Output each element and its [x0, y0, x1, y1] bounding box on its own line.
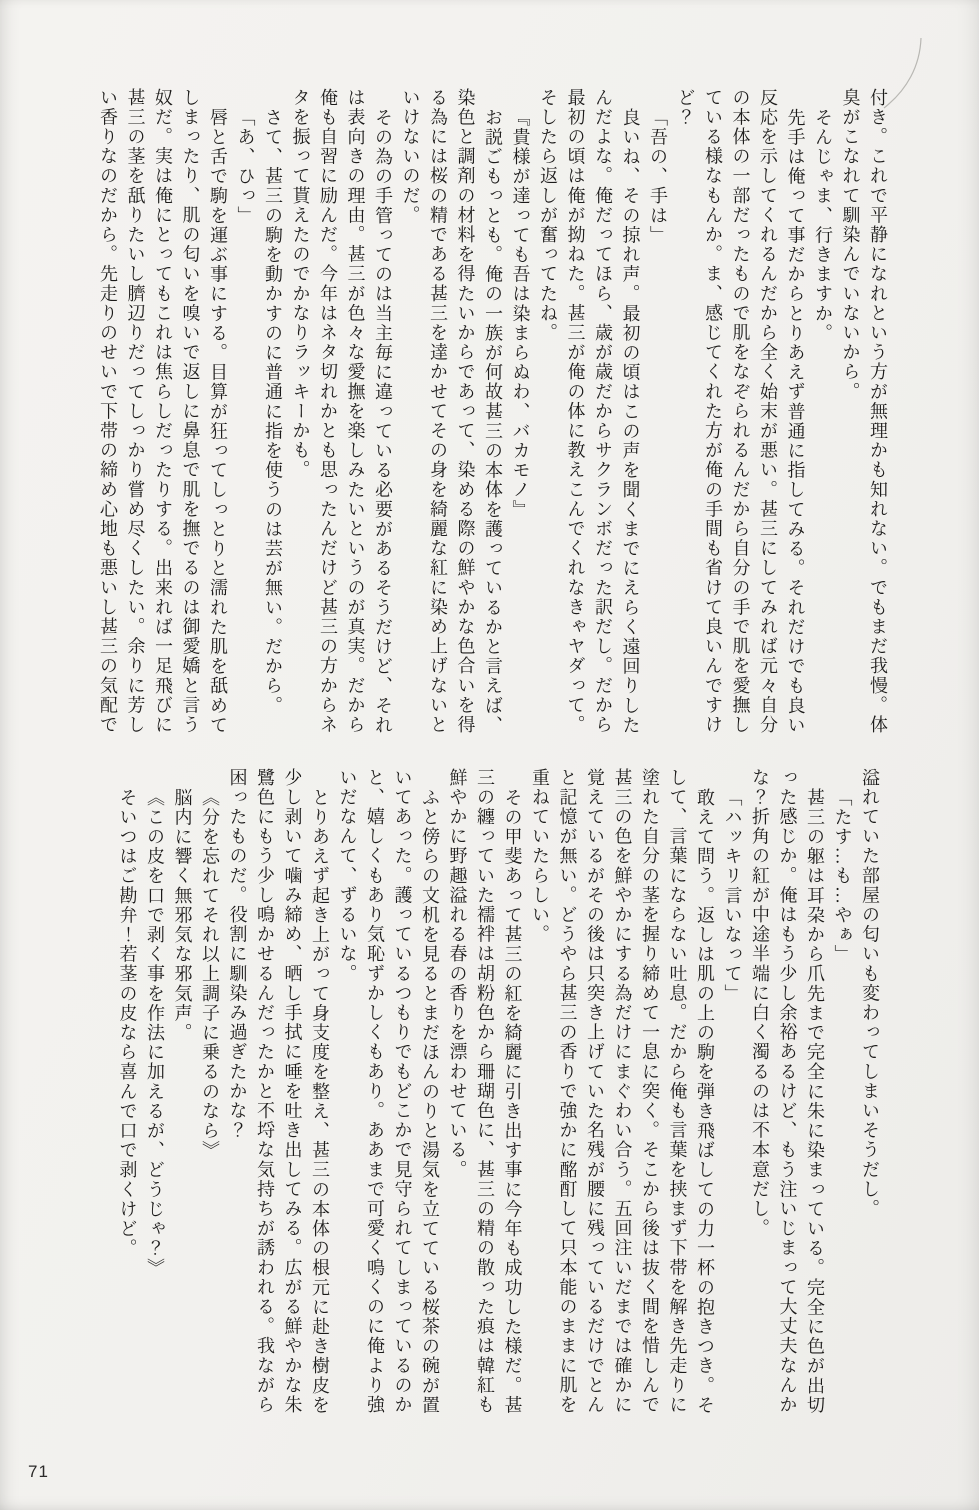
text-column: る為には桜の精である甚三を達かせてその身を綺麗な紅に染め上げないと: [428, 88, 448, 735]
text-column: とりあえず起き上がって身支度を整え、甚三の本体の根元に赴き樹皮を: [310, 787, 330, 1415]
text-column: 俺も自習に励んだ。今年はネタ切れかとも思ったんだけど甚三の方からネ: [318, 88, 338, 735]
text-column: さて、甚三の駒を動かすのに普通に指を使うのは芸が無い。だから。: [263, 107, 283, 716]
text-column: い香りなのだから。先走りのせいで下帯の締め心地も悪いし甚三の気配で: [98, 88, 118, 735]
text-column: んだよな。俺だってほら、歳が歳だからサクランボだった訳だし。だから: [593, 88, 613, 735]
text-column: 良いね、その掠れ声。最初の頃はこの声を聞くまでにえらく遠回りした: [620, 107, 641, 735]
text-column: いてあった。護っているつもりでもどこかで見守られてしまっているのか: [392, 768, 413, 1415]
text-column: 困ったものだ。役割に馴染み過ぎたかな？: [227, 768, 248, 1141]
text-column: と記憶が無い。どうやら甚三の香りで強かに酩酊して只本能のままに肌を: [557, 768, 578, 1415]
page-number: 71: [28, 1462, 49, 1481]
text-column: ふと傍らの文机を見るとまだほんのりと湯気を立てている桜茶の碗が置: [420, 787, 440, 1415]
text-column: った感じか。俺はもう少し余裕あるけど、もう注いじまって大丈夫なんか: [777, 768, 798, 1415]
text-column: 臭がこなれて馴染んでいないから。: [840, 88, 861, 402]
text-column: と、嬉しくもあり気恥ずかしくもあり。ああまで可愛く鳴くのに俺より強: [365, 768, 385, 1415]
text-column: 唇と舌で駒を運ぶ事にする。目算が狂ってしっとりと濡れた肌を舐めて: [208, 107, 228, 735]
text-column: 鷺色にもう少し鳴かせるんだったかと不埒な気持ちが誘われる。我ながら: [255, 768, 275, 1415]
text-column: いけないのだ。: [400, 88, 421, 226]
text-column: 染色と調剤の材料を得たいからであって、染める際の鮮やかな色合いを得: [455, 88, 476, 735]
text-column: 甚三の色を鮮やかにする為だけにまぐわい合う。五回注いだまでは確かに: [612, 768, 633, 1415]
text-column: な？折角の紅が中途半端に白く濁るのは不本意だし。: [750, 768, 770, 1239]
text-column: 付き。これで平静になれという方が無理かも知れない。でもまだ我慢。体: [868, 88, 888, 735]
text-column: しまったり、肌の匂いを嗅いで返しに鼻息で肌を撫でるのは御愛嬌と言う: [180, 88, 201, 735]
text-column: お説ごもっとも。俺の一族が何故甚三の本体を護っているかと言えば、: [483, 107, 503, 735]
text-column: いだなんて、ずるいな。: [337, 768, 358, 984]
text-column: 溢れていた部屋の匂いも変わってしまいそうだし。: [860, 768, 880, 1219]
text-column: 「吾の、手は」: [648, 107, 668, 245]
text-column: 少し剥いて噛み締め、晒し手拭に唾を吐き出してみる。広がる鮮やかな朱: [282, 768, 303, 1415]
text-column: 鮮やかに野趣溢れる春の香りを漂わせている。: [447, 768, 468, 1180]
text-column: 塗れた自分の茎を握り締めて一息に突く。そこから後は抜く間を惜しんで: [640, 768, 660, 1415]
text-column: 奴だ。実は俺にとってもこれは焦らしだったりする。出来れば一足飛びに: [153, 88, 173, 735]
text-column: は表向きの理由。甚三が色々な愛撫を楽しみたいというのが真実。だから: [345, 88, 366, 735]
text-column: 「たす…も…やぁ」: [832, 787, 853, 964]
text-column: ど？: [675, 88, 696, 128]
text-column: そんじゃま、行きますか。: [813, 107, 833, 343]
text-column: 《この皮を口で剥く事を作法に加えるが、どうじゃ？》: [145, 787, 165, 1278]
text-column: その甲斐あって甚三の紅を綺麗に引き出す事に今年も成功した様だ。甚: [502, 787, 523, 1415]
text-column: そしたら返しが奮ってたね。: [538, 88, 558, 343]
text-column: 「あ、ひっ」: [235, 107, 256, 226]
text-column: 覚えているがその後は只突き上げていた名残が腰に残っているだけでとん: [585, 768, 605, 1415]
text-column: そいつはご勘弁！若茎の皮なら喜んで口で剥くけど。: [117, 787, 138, 1258]
text-column: ている様なもんか。ま、感じてくれた方が俺の手間も省けて良いんですけ: [703, 88, 723, 735]
text-block-bottom: [113, 768, 883, 1428]
text-column: 最初の頃は俺が拗ねた。甚三が俺の体に教えこんでくれなきゃヤダって。: [565, 88, 586, 735]
text-column: 三の纏っていた襦袢は胡粉色から珊瑚色に、甚三の精の散った痕は韓紅も: [475, 768, 495, 1415]
text-column: 「ハッキリ言いなって」: [722, 787, 743, 1004]
text-column: の本体の一部だったもので肌をなぞられるんだから自分の手で肌を愛撫し: [730, 88, 751, 735]
text-column: 『貴様が達っても吾は染まらぬわ、バカモノ』: [510, 107, 531, 520]
text-column: 敢えて問う。返しは肌の上の駒を弾き飛ばしての力一杯の抱きつき。そ: [695, 787, 715, 1415]
text-column: その為の手管ってのは当主毎に違っている必要があるそうだけど、それ: [373, 107, 393, 735]
text-column: 重ねていたらしい。: [530, 768, 550, 945]
text-column: 《分を忘れてそれ以上調子に乗るのなら》: [200, 787, 220, 1160]
text-column: 甚三の躯は耳朶から爪先まで完全に朱に染まっている。完全に色が出切: [805, 787, 825, 1415]
text-block-top: [94, 88, 892, 748]
text-column: 甚三の茎を舐りたいし臍辺りだってしっかり嘗め尽くしたい。余りに芳し: [125, 88, 146, 735]
text-column: して、言葉にならない吐息。だから俺も言葉を挟まず下帯を解き先走りに: [667, 768, 688, 1415]
text-column: 脳内に響く無邪気な邪気声。: [172, 787, 193, 1043]
text-column: 先手は俺って事だからとりあえず普通に指してみる。それだけでも良い: [785, 107, 806, 735]
text-column: 反応を示してくれるんだから全く始末が悪い。甚三にしてみれば元々自分: [758, 88, 778, 735]
text-column: タを振って貰えたのでかなりラッキーかも。: [290, 88, 311, 480]
